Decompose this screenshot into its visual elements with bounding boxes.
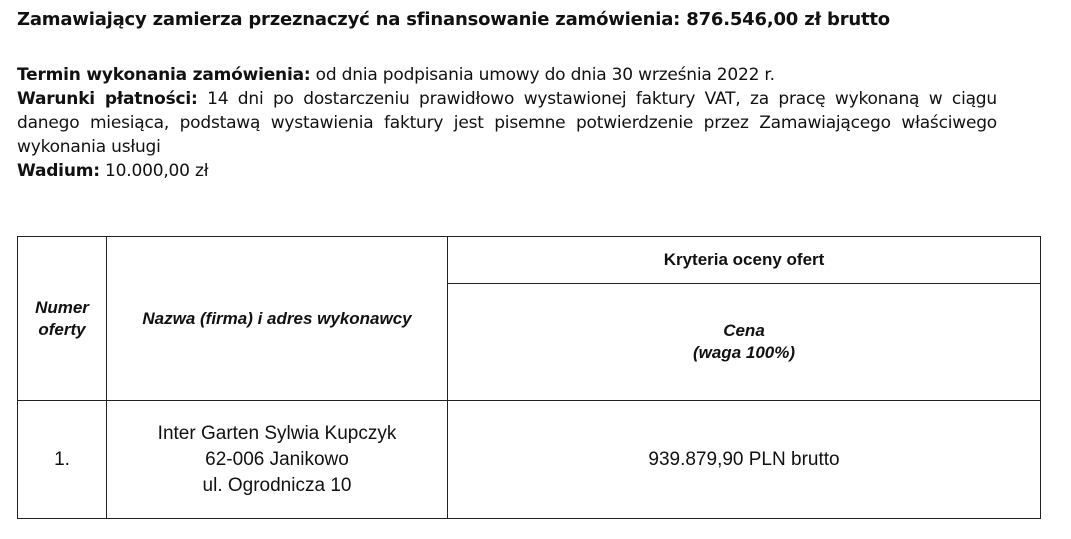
- payment-line: [17, 87, 997, 159]
- offer-number-cell: 1.: [18, 401, 107, 519]
- budget-label: Zamawiający zamierza przeznaczyć na sfinansowanie zamówienia:: [17, 9, 681, 30]
- budget-statement: [17, 7, 1057, 33]
- header-offer-number: Numer oferty: [18, 237, 107, 401]
- payment-label: Warunki płatności:: [17, 89, 198, 109]
- header-price: Cena (waga 100%): [448, 284, 1041, 401]
- contractor-cell: [107, 401, 448, 519]
- deadline-line: [17, 63, 1057, 87]
- contractor-postcode: 62-006 Janikowo: [205, 448, 349, 470]
- header-contractor-name: Nazwa (firma) i adres wykonawcy: [107, 237, 448, 401]
- deposit-line: [17, 159, 1057, 183]
- terms-section: [17, 63, 1057, 183]
- header-criteria: Kryteria oceny ofert: [448, 237, 1041, 284]
- deadline-value: od dnia podpisania umowy do dnia 30 września 2022 r.: [315, 65, 775, 85]
- contractor-street: ul. Ogrodnicza 10: [202, 474, 352, 496]
- document-body: [17, 7, 1057, 183]
- payment-value: 14 dni po dostarczeniu prawidłowo wystawionej faktury VAT, za pracę wykonaną w ciągu danego miesiąca, podstawą wystawienia faktury jest pisemne potwierdzenie przez Zamawiającego właściwego wykonania usługi: [17, 89, 997, 157]
- deposit-label: Wadium:: [17, 161, 100, 181]
- table-row: [18, 401, 1041, 519]
- budget-value: 876.546,00 zł brutto: [686, 9, 890, 30]
- offers-table: [17, 236, 1041, 519]
- deposit-value: 10.000,00 zł: [105, 161, 209, 181]
- price-cell: 939.879,90 PLN brutto: [448, 401, 1041, 519]
- contractor-name: Inter Garten Sylwia Kupczyk: [157, 422, 397, 444]
- table-header-row: [18, 237, 1041, 284]
- deadline-label: Termin wykonania zamówienia:: [17, 65, 311, 85]
